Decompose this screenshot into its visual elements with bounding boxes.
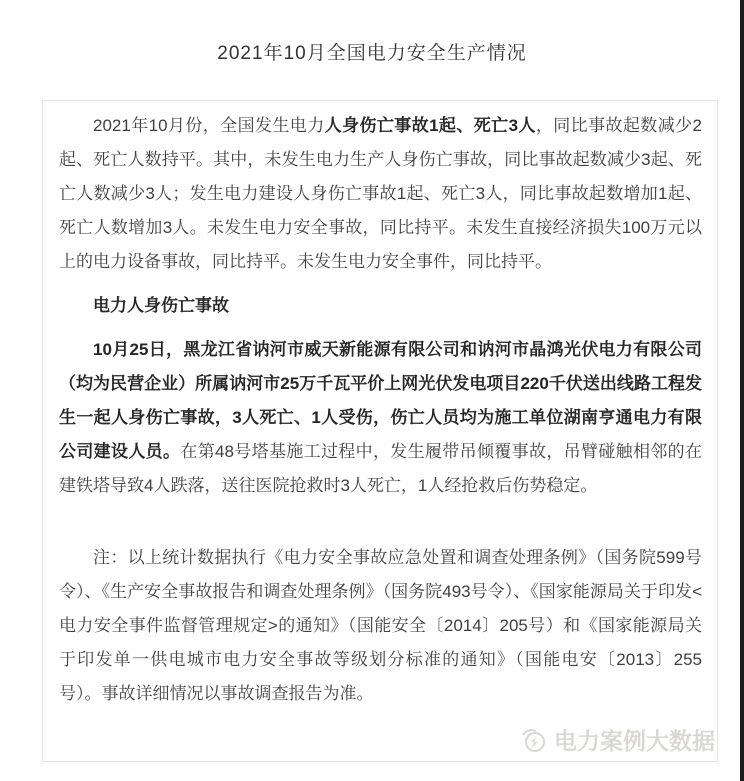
section-heading-casualty-accident: 电力人身伤亡事故 <box>93 296 229 315</box>
paragraph-accident-detail <box>59 333 702 503</box>
watermark-logo <box>519 723 715 756</box>
summary-run-1: 2021年10月份，全国发生电力 <box>93 116 325 135</box>
right-edge-scan-strip <box>740 0 744 781</box>
summary-run-2-bold: 人身伤亡事故1起、死亡3人 <box>324 116 536 135</box>
paragraph-summary <box>59 109 702 279</box>
summary-run-3: ，同比事故起数减少2起、死亡人数持平。其中，未发生电力生产人身伤亡事故，同比事故起数减少3起、死亡人数减少3人；发生电力建设人身伤亡事故1起、死亡3人，同比事故起数增加1起、死亡人数增加3人。未发生电力安全事故，同比持平。未发生直接经济损失100万元以上的电力设备事故，同比持平。未发生电力安全事件，同比持平。 <box>59 116 702 271</box>
article-body <box>42 100 718 762</box>
paragraph-note: 注：以上统计数据执行《电力安全事故应急处置和调查处理条例》（国务院599号令）、《生产安全事故报告和调查处理条例》（国务院493号令）、《国家能源局关于印发<电力安全事件监督管理规定>的通知》（国能安全〔2014〕205号）和《国家能源局关于印发单一供电城市电力安全事故等级划分标准的通知》（国能电安〔2013〕255号）。事故详细情况以事故调查报告为准。 <box>59 548 702 703</box>
accident-run-2: 在第48号塔基施工过程中，发生履带吊倾覆事故，吊臂碰触相邻的在建铁塔导致4人跌落，送往医院抢救时3人死亡，1人经抢救后伤势稳定。 <box>59 442 702 495</box>
accident-run-1-bold: 10月25日，黑龙江省讷河市威天新能源有限公司和讷河市晶鸿光伏电力有限公司（均为民营企业）所属讷河市25万千瓦平价上网光伏发电项目220千伏送出线路工程发生一起人身伤亡事故，3人死亡、1人受伤，伤亡人员均为施工单位湖南亨通电力有限公司建设人员。 <box>59 340 702 461</box>
power-case-logo-icon <box>519 725 549 755</box>
page-title: 2021年10月全国电力安全生产情况 <box>217 43 527 64</box>
watermark-label: 电力案例大数据 <box>554 728 715 754</box>
